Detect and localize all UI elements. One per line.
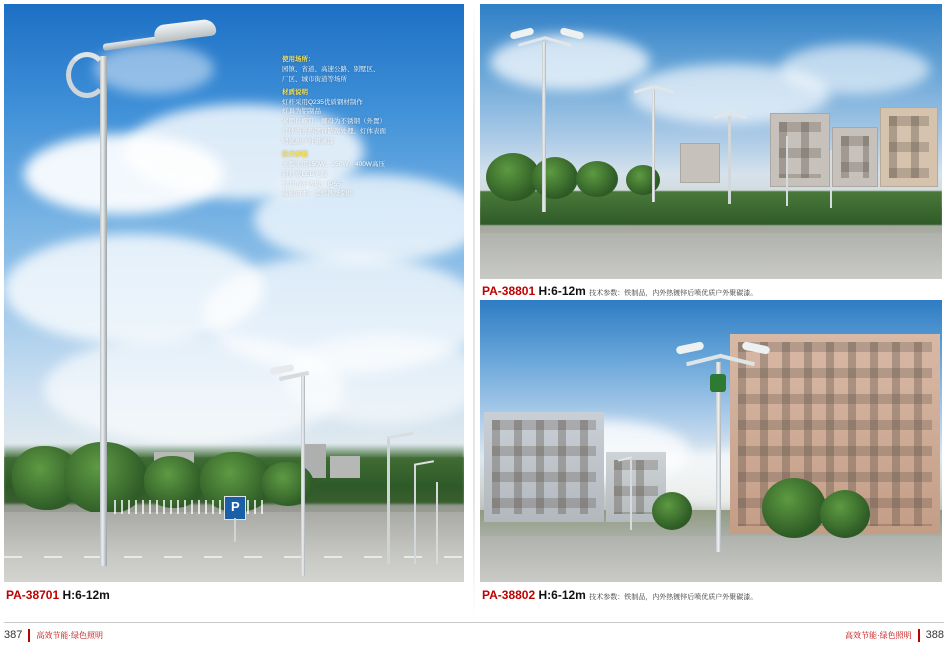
street-lamp-head-left bbox=[675, 341, 704, 355]
street-lamp-pole bbox=[786, 136, 788, 206]
street-lamp-distant bbox=[387, 436, 390, 564]
street-lamp-distant bbox=[630, 460, 632, 530]
tree bbox=[652, 492, 692, 530]
cloud-shape bbox=[780, 44, 930, 94]
street-lamp-bracket bbox=[710, 374, 726, 392]
spec-section-title-tech: 技术参数 bbox=[282, 150, 308, 158]
height-label-right-bottom: H:6-12m bbox=[538, 588, 586, 602]
street-lamp-main-head bbox=[153, 18, 217, 42]
street-lamp-pole bbox=[830, 150, 832, 208]
street-lamp-main-pole bbox=[100, 56, 107, 566]
model-number-right-bottom: PA-38802 bbox=[482, 588, 536, 602]
spec-section-title-material: 材质说明 bbox=[282, 88, 308, 96]
building-left bbox=[484, 412, 604, 522]
spec-usage-line: 厂区、城市街道等场所 bbox=[282, 75, 347, 83]
tree bbox=[532, 157, 578, 199]
window-grid bbox=[492, 420, 596, 514]
window-grid bbox=[614, 460, 658, 514]
footer-right bbox=[845, 625, 944, 645]
spec-material-line: 灯具为铝制品 bbox=[282, 108, 321, 116]
caption-right-bottom bbox=[482, 588, 757, 602]
street-lamp-decorative-curl bbox=[66, 52, 108, 98]
street-lamp-pole bbox=[728, 116, 731, 204]
distant-building bbox=[680, 143, 720, 183]
footer-accent-bar bbox=[28, 629, 30, 642]
distant-building bbox=[770, 113, 830, 187]
road-surface bbox=[480, 233, 942, 279]
spec-material-line: 喷优质户外聚碳漆 bbox=[282, 138, 334, 145]
footer-tagline-left: 高效节能·绿色照明 bbox=[36, 630, 104, 640]
model-number-left: PA-38701 bbox=[6, 588, 60, 602]
spec-material-line: 灯体内外热镀锌防腐处理、灯体表面 bbox=[282, 128, 386, 136]
product-photo-right-bottom bbox=[480, 300, 942, 582]
footer-left bbox=[4, 625, 103, 645]
spec-tech-line: 光源采用150W、250W、400W高压 bbox=[282, 160, 385, 168]
caption-left bbox=[6, 588, 110, 602]
street-lamp-distant bbox=[436, 482, 438, 564]
tree bbox=[762, 478, 826, 538]
street-lamp-pole bbox=[652, 90, 655, 202]
tree bbox=[576, 161, 618, 197]
model-number-right-top: PA-38801 bbox=[482, 284, 536, 298]
spec-material-line: 灯杆采用Q235优质钢材制作 bbox=[282, 98, 363, 106]
page-number-right: 388 bbox=[925, 629, 944, 641]
caption-right-top bbox=[482, 284, 757, 298]
street-lamp-arm bbox=[387, 432, 413, 439]
specification-panel bbox=[282, 52, 462, 199]
height-label-left: H:6-12m bbox=[62, 588, 110, 602]
spec-tech-line: 灯具的护等级：IP55 bbox=[282, 180, 341, 188]
tree bbox=[820, 490, 870, 538]
page-number-left: 387 bbox=[4, 629, 23, 641]
parking-sign bbox=[224, 496, 246, 520]
window-grid bbox=[841, 136, 869, 178]
spec-section-title-usage: 使用场所： bbox=[282, 56, 315, 63]
sign-pole bbox=[234, 518, 236, 542]
street-lamp-pole bbox=[542, 42, 546, 212]
product-photo-right-top bbox=[480, 4, 942, 279]
street-lamp-distant bbox=[414, 464, 416, 564]
footer-tagline-right: 高效节能·绿色照明 bbox=[844, 630, 912, 640]
distant-building bbox=[880, 107, 938, 187]
street-lamp-secondary bbox=[301, 376, 305, 576]
tech-note-right-bottom: 技术参数：铁制品，内外热镀锌后喷优质户外聚碳漆。 bbox=[589, 594, 758, 601]
spec-material-line: 紧固件螺钉、螺母为不锈钢（外置） bbox=[282, 118, 386, 126]
cloud-shape bbox=[94, 44, 214, 94]
footer-accent-bar bbox=[918, 629, 920, 642]
road-surface bbox=[480, 536, 942, 582]
tech-note-right-top: 技术参数：铁制品，内外热镀锌后喷优质户外聚碳漆。 bbox=[589, 290, 758, 297]
tree bbox=[262, 462, 314, 506]
window-grid bbox=[889, 116, 929, 178]
spec-usage-line: 园镇、省道、高速公路、别墅区、 bbox=[282, 65, 380, 73]
distant-building bbox=[330, 456, 360, 478]
spec-tech-line: 钠灯或LED光源 bbox=[282, 170, 328, 178]
product-photo-left bbox=[4, 4, 464, 582]
page-gutter bbox=[473, 0, 475, 620]
footer-divider-rule bbox=[4, 622, 944, 623]
spec-tech-line: 基础由本厂提供图纸制作 bbox=[282, 190, 354, 198]
distant-building bbox=[832, 127, 878, 187]
height-label-right-top: H:6-12m bbox=[538, 284, 586, 298]
